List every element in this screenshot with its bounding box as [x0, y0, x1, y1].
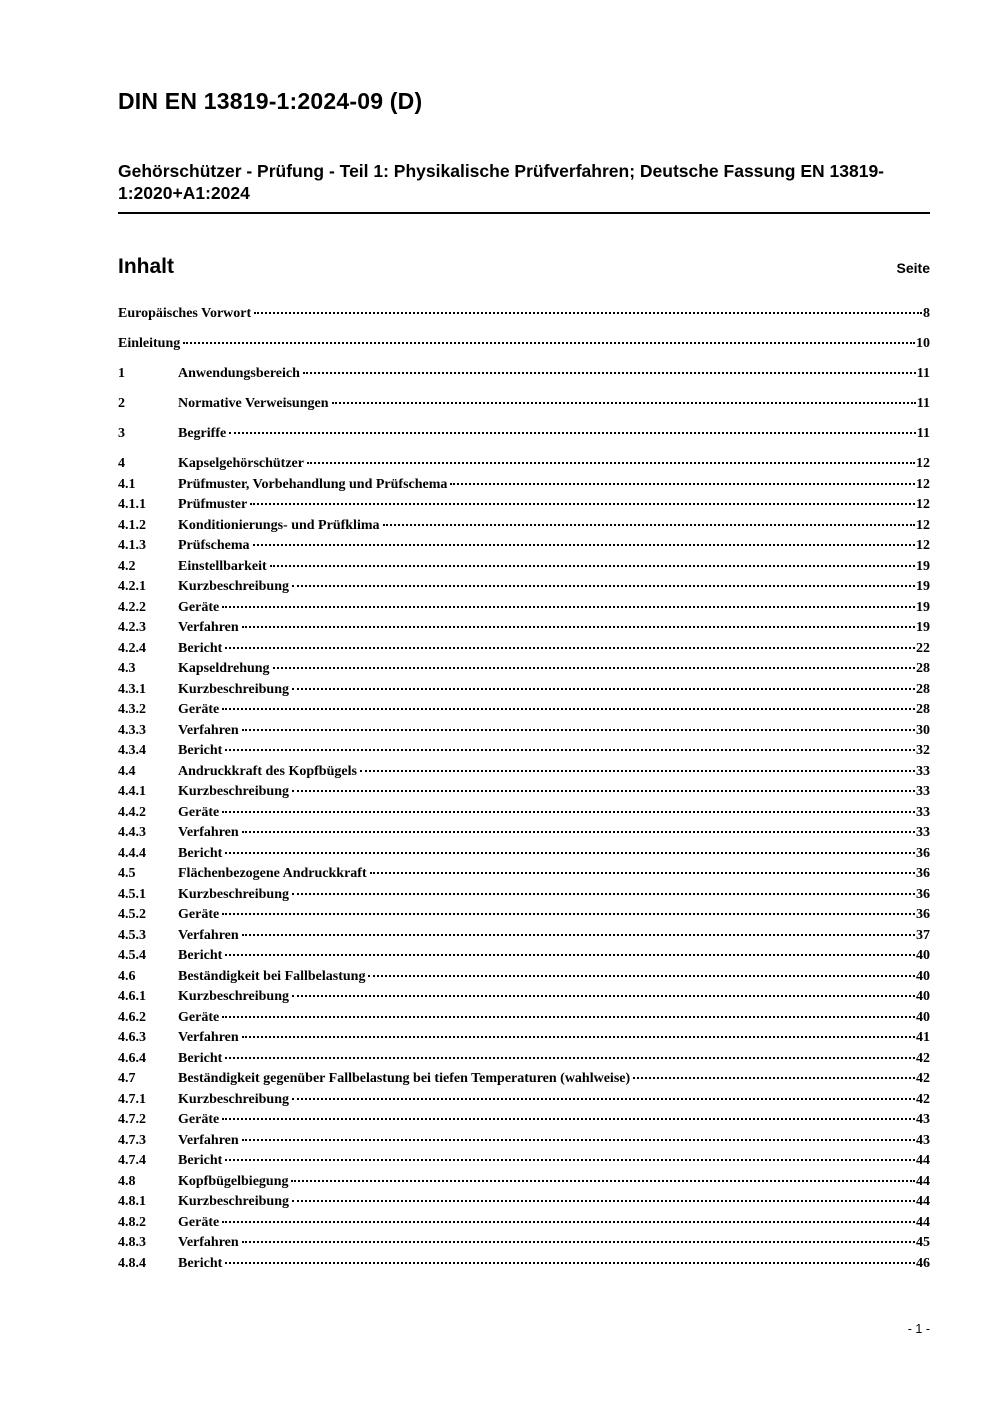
toc-dot-leader [360, 770, 915, 772]
toc-entry-label: Konditionierungs- und Prüfklima [178, 517, 380, 533]
toc-entry-number: 4.4.3 [118, 825, 146, 840]
toc-entry-number: 4.4.1 [118, 784, 146, 799]
toc-entry-label: Geräte [178, 804, 220, 820]
toc-dot-leader [222, 606, 915, 608]
toc-entry-label: Einstellbarkeit [178, 558, 267, 574]
toc-entry-label: Verfahren [178, 620, 239, 635]
toc-entry-page: 19 [916, 620, 930, 635]
toc-dot-leader [225, 1159, 915, 1161]
toc-entry-number: 4.3.1 [118, 681, 146, 697]
toc-entry-label: Kurzbeschreibung [178, 784, 289, 799]
toc-dot-leader [242, 626, 915, 628]
toc-entry-page: 42 [916, 1050, 930, 1066]
toc-entry-page: 44 [916, 1153, 930, 1168]
toc-entry[interactable] [118, 823, 930, 844]
toc-dot-leader [273, 667, 915, 669]
toc-entry[interactable] [118, 803, 930, 824]
toc-entry-number: 4 [118, 456, 125, 471]
toc-entry-label: Bericht [178, 1153, 223, 1168]
toc-dot-leader [229, 432, 916, 434]
toc-entry-page: 19 [916, 599, 930, 615]
toc-entry[interactable] [118, 1233, 930, 1254]
toc-entry-number: 4.1.3 [118, 538, 146, 553]
toc-entry[interactable] [118, 557, 930, 578]
toc-entry-page: 44 [916, 1173, 930, 1189]
toc-dot-leader [633, 1077, 915, 1079]
toc-entry-number: 4.2.2 [118, 599, 146, 615]
toc-entry[interactable] [118, 1028, 930, 1049]
toc-entry-label: Kurzbeschreibung [178, 1194, 289, 1209]
toc-entry-number: 4.7.1 [118, 1091, 146, 1107]
toc-entry-number: 4.4.4 [118, 845, 146, 861]
toc-entry-label: Bericht [178, 743, 223, 758]
toc-entry-number: 4.6 [118, 968, 136, 984]
toc-entry-page: 12 [916, 476, 930, 492]
toc-entry-number: 4.7.4 [118, 1153, 146, 1168]
toc-dot-leader [291, 1180, 915, 1182]
toc-entry-label: Verfahren [178, 927, 239, 943]
toc-entry-number: 4.2.1 [118, 579, 146, 594]
toc-entry-number: 4.8.4 [118, 1255, 146, 1271]
toc-entry-number: 4.1.1 [118, 497, 146, 512]
toc-entry-number: 4.2.3 [118, 620, 146, 635]
toc-dot-leader [225, 749, 915, 751]
toc-entry-number: 4.7 [118, 1071, 136, 1086]
toc-entry[interactable] [118, 1213, 930, 1234]
toc-heading: Inhalt [118, 255, 174, 278]
toc-dot-leader [242, 729, 915, 731]
toc-dot-leader [225, 1262, 915, 1264]
toc-entry-label: Bericht [178, 1050, 223, 1066]
toc-dot-leader [183, 342, 915, 344]
toc-entry-number: 3 [118, 426, 125, 441]
toc-entry-number: 4.3 [118, 661, 136, 676]
toc-dot-leader [270, 565, 915, 567]
toc-entry-label: Verfahren [178, 1132, 239, 1148]
toc-entry-page: 12 [916, 538, 930, 553]
toc-entry-label: Kurzbeschreibung [178, 886, 289, 902]
toc-entry-page: 12 [916, 517, 930, 533]
document-page [118, 0, 930, 1403]
toc-dot-leader [307, 462, 915, 464]
toc-entry[interactable] [118, 495, 930, 516]
toc-entry[interactable] [118, 926, 930, 947]
toc-entry[interactable] [118, 536, 930, 557]
toc-entry-label: Kurzbeschreibung [178, 989, 289, 1004]
toc-entry-label: Bericht [178, 1255, 223, 1271]
toc-entry-page: 43 [916, 1112, 930, 1127]
toc-dot-leader [222, 1118, 915, 1120]
toc-dot-leader [242, 1036, 915, 1038]
toc-entry-label: Verfahren [178, 825, 239, 840]
toc-entry[interactable] [118, 394, 930, 415]
toc-entry[interactable] [118, 967, 930, 988]
toc-entry-label: Verfahren [178, 1235, 239, 1250]
toc-entry[interactable] [118, 1110, 930, 1131]
toc-entry-label: Prüfmuster, Vorbehandlung und Prüfschema [178, 476, 448, 492]
toc-list [118, 304, 930, 1274]
toc-entry-page: 33 [916, 763, 930, 779]
toc-entry[interactable] [118, 987, 930, 1008]
toc-entry-page: 36 [916, 886, 930, 902]
toc-dot-leader [450, 483, 915, 485]
toc-entry-number: 4.8 [118, 1173, 136, 1189]
document-code-heading: DIN EN 13819-1:2024-09 (D) [118, 88, 423, 114]
toc-dot-leader [222, 913, 915, 915]
toc-entry-label: Kapselgehörschützer [178, 456, 304, 471]
toc-entry-page: 12 [916, 497, 930, 512]
toc-entry-page: 22 [916, 640, 930, 656]
footer-page-number: - 1 - [907, 1322, 930, 1336]
toc-entry-number: 4.5.2 [118, 907, 146, 922]
toc-entry[interactable] [118, 618, 930, 639]
toc-header [118, 255, 930, 279]
toc-dot-leader [222, 1016, 915, 1018]
toc-entry[interactable] [118, 1254, 930, 1275]
toc-entry-page: 12 [916, 456, 930, 471]
toc-dot-leader [303, 372, 916, 374]
toc-entry-number: 4.2.4 [118, 640, 146, 656]
toc-dot-leader [292, 1200, 915, 1202]
toc-entry[interactable] [118, 577, 930, 598]
toc-dot-leader [292, 585, 915, 587]
toc-entry-label: Verfahren [178, 1030, 239, 1045]
toc-dot-leader [242, 1241, 915, 1243]
toc-entry-number: 4.7.2 [118, 1112, 146, 1127]
toc-entry-page: 40 [916, 1009, 930, 1025]
toc-dot-leader [383, 524, 916, 526]
toc-entry-number: 4.8.1 [118, 1194, 146, 1209]
toc-entry-page: 40 [916, 989, 930, 1004]
toc-entry-label: Geräte [178, 1214, 220, 1230]
toc-entry[interactable] [118, 864, 930, 885]
toc-entry-page: 11 [916, 426, 930, 441]
toc-entry[interactable] [118, 680, 930, 701]
toc-entry[interactable] [118, 516, 930, 537]
toc-entry-label: Bericht [178, 640, 223, 656]
toc-entry-label: Kopfbügelbiegung [178, 1173, 289, 1189]
toc-dot-leader [332, 402, 916, 404]
toc-entry-number: 4.4.2 [118, 804, 146, 820]
toc-entry-label: Kurzbeschreibung [178, 579, 289, 594]
toc-entry-page: 36 [916, 845, 930, 861]
toc-entry-label: Kapseldrehung [178, 661, 270, 676]
toc-dot-leader [222, 1221, 915, 1223]
toc-entry[interactable] [118, 1090, 930, 1111]
toc-entry-label: Beständigkeit gegenüber Fallbelastung bei tiefen Temperaturen (wahlweise) [178, 1071, 631, 1086]
toc-entry-page: 40 [916, 948, 930, 963]
toc-entry-page: 8 [923, 306, 930, 321]
toc-entry[interactable] [118, 844, 930, 865]
toc-entry-label: Kurzbeschreibung [178, 681, 289, 697]
toc-dot-leader [242, 1139, 915, 1141]
toc-dot-leader [370, 872, 915, 874]
toc-entry-label: Geräte [178, 599, 220, 615]
toc-entry[interactable] [118, 1069, 930, 1090]
toc-entry-label: Verfahren [178, 722, 239, 738]
toc-dot-leader [225, 647, 915, 649]
toc-entry[interactable] [118, 700, 930, 721]
toc-entry-page: 46 [916, 1255, 930, 1271]
toc-entry-page: 19 [916, 579, 930, 594]
toc-entry-number: 4.3.3 [118, 722, 146, 738]
toc-dot-leader [292, 688, 915, 690]
toc-entry[interactable] [118, 334, 930, 355]
toc-entry-number: 4.3.4 [118, 743, 146, 758]
toc-entry-page: 42 [916, 1071, 930, 1086]
toc-entry-page: 10 [916, 336, 930, 351]
toc-entry-label: Geräte [178, 702, 220, 717]
toc-entry-label: Prüfmuster [178, 497, 248, 512]
toc-entry-label: Europäisches Vorwort [118, 306, 252, 321]
toc-dot-leader [225, 1057, 915, 1059]
toc-entry-number: 4.6.4 [118, 1050, 146, 1066]
toc-entry[interactable] [118, 885, 930, 906]
toc-entry[interactable] [118, 659, 930, 680]
toc-entry[interactable] [118, 782, 930, 803]
toc-entry-page: 36 [916, 866, 930, 881]
toc-entry-page: 37 [916, 927, 930, 943]
toc-dot-leader [292, 790, 915, 792]
toc-dot-leader [254, 312, 922, 314]
toc-entry-label: Bericht [178, 948, 223, 963]
toc-entry-number: 4.2 [118, 558, 136, 574]
toc-entry-number: 1 [118, 366, 125, 381]
toc-entry-label: Geräte [178, 907, 220, 922]
toc-dot-leader [242, 831, 915, 833]
toc-entry[interactable] [118, 639, 930, 660]
toc-entry-page: 11 [916, 366, 930, 381]
toc-entry-number: 4.1.2 [118, 517, 146, 533]
toc-entry-number: 4.1 [118, 476, 136, 492]
toc-entry-page: 45 [916, 1235, 930, 1250]
toc-dot-leader [292, 1098, 915, 1100]
toc-entry-label: Andruckkraft des Kopfbügels [178, 763, 357, 779]
toc-entry-page: 28 [916, 681, 930, 697]
toc-entry[interactable] [118, 1151, 930, 1172]
toc-dot-leader [225, 954, 915, 956]
toc-dot-leader [292, 893, 915, 895]
toc-entry[interactable] [118, 721, 930, 742]
toc-entry-label: Prüfschema [178, 538, 250, 553]
toc-entry-page: 30 [916, 722, 930, 738]
toc-entry-page: 33 [916, 804, 930, 820]
toc-entry-number: 4.5 [118, 866, 136, 881]
toc-entry-page: 41 [916, 1030, 930, 1045]
toc-entry[interactable] [118, 946, 930, 967]
toc-entry-page: 32 [916, 743, 930, 758]
toc-entry-page: 28 [916, 702, 930, 717]
toc-entry-label: Anwendungsbereich [178, 366, 300, 381]
toc-entry[interactable] [118, 454, 930, 475]
toc-entry-label: Geräte [178, 1112, 220, 1127]
toc-entry-label: Kurzbeschreibung [178, 1091, 289, 1107]
toc-entry-number: 4.5.1 [118, 886, 146, 902]
toc-entry[interactable] [118, 762, 930, 783]
toc-entry-label: Begriffe [178, 426, 227, 441]
toc-entry-number: 4.8.3 [118, 1235, 146, 1250]
toc-entry-label: Bericht [178, 845, 223, 861]
toc-entry-page: 19 [916, 558, 930, 574]
toc-entry[interactable] [118, 364, 930, 385]
toc-entry-number: 4.7.3 [118, 1132, 146, 1148]
toc-entry[interactable] [118, 1049, 930, 1070]
toc-entry-page: 28 [916, 661, 930, 676]
toc-entry[interactable] [118, 905, 930, 926]
toc-entry-number: 4.5.3 [118, 927, 146, 943]
toc-dot-leader [368, 975, 915, 977]
toc-entry-page: 33 [916, 784, 930, 799]
toc-entry[interactable] [118, 1131, 930, 1152]
toc-entry-number: 2 [118, 396, 125, 411]
toc-entry[interactable] [118, 1172, 930, 1193]
toc-entry[interactable] [118, 598, 930, 619]
toc-entry-page: 42 [916, 1091, 930, 1107]
toc-entry-number: 4.8.2 [118, 1214, 146, 1230]
toc-entry-page: 36 [916, 907, 930, 922]
toc-dot-leader [250, 503, 915, 505]
toc-dot-leader [253, 544, 915, 546]
toc-entry[interactable] [118, 741, 930, 762]
toc-entry-page: 44 [916, 1214, 930, 1230]
toc-dot-leader [242, 934, 915, 936]
toc-entry-page: 43 [916, 1132, 930, 1148]
toc-entry-label: Normative Verweisungen [178, 396, 329, 411]
toc-entry[interactable] [118, 475, 930, 496]
toc-entry-number: 4.5.4 [118, 948, 146, 963]
toc-dot-leader [225, 852, 915, 854]
document-title: Gehörschützer - Prüfung - Teil 1: Physikalische Prüfverfahren; Deutsche Fassung EN 13819-1:2020+A1:2024 [118, 160, 930, 214]
page-column-label: Seite [896, 260, 930, 276]
toc-entry-number: 4.4 [118, 763, 136, 779]
toc-entry[interactable] [118, 1008, 930, 1029]
toc-entry-number: 4.6.2 [118, 1009, 146, 1025]
toc-entry-page: 40 [916, 968, 930, 984]
toc-dot-leader [292, 995, 915, 997]
toc-entry-label: Flächenbezogene Andruckkraft [178, 866, 367, 881]
toc-entry-label: Geräte [178, 1009, 220, 1025]
toc-entry[interactable] [118, 424, 930, 445]
toc-entry-page: 33 [916, 825, 930, 840]
toc-entry[interactable] [118, 304, 930, 325]
toc-dot-leader [222, 708, 915, 710]
toc-entry-number: 4.3.2 [118, 702, 146, 717]
toc-dot-leader [222, 811, 915, 813]
toc-entry-number: 4.6.1 [118, 989, 146, 1004]
toc-entry-label: Einleitung [118, 336, 181, 351]
toc-entry-number: 4.6.3 [118, 1030, 146, 1045]
toc-entry-page: 11 [916, 396, 930, 411]
toc-entry[interactable] [118, 1192, 930, 1213]
toc-entry-label: Beständigkeit bei Fallbelastung [178, 968, 366, 984]
toc-entry-page: 44 [916, 1194, 930, 1209]
